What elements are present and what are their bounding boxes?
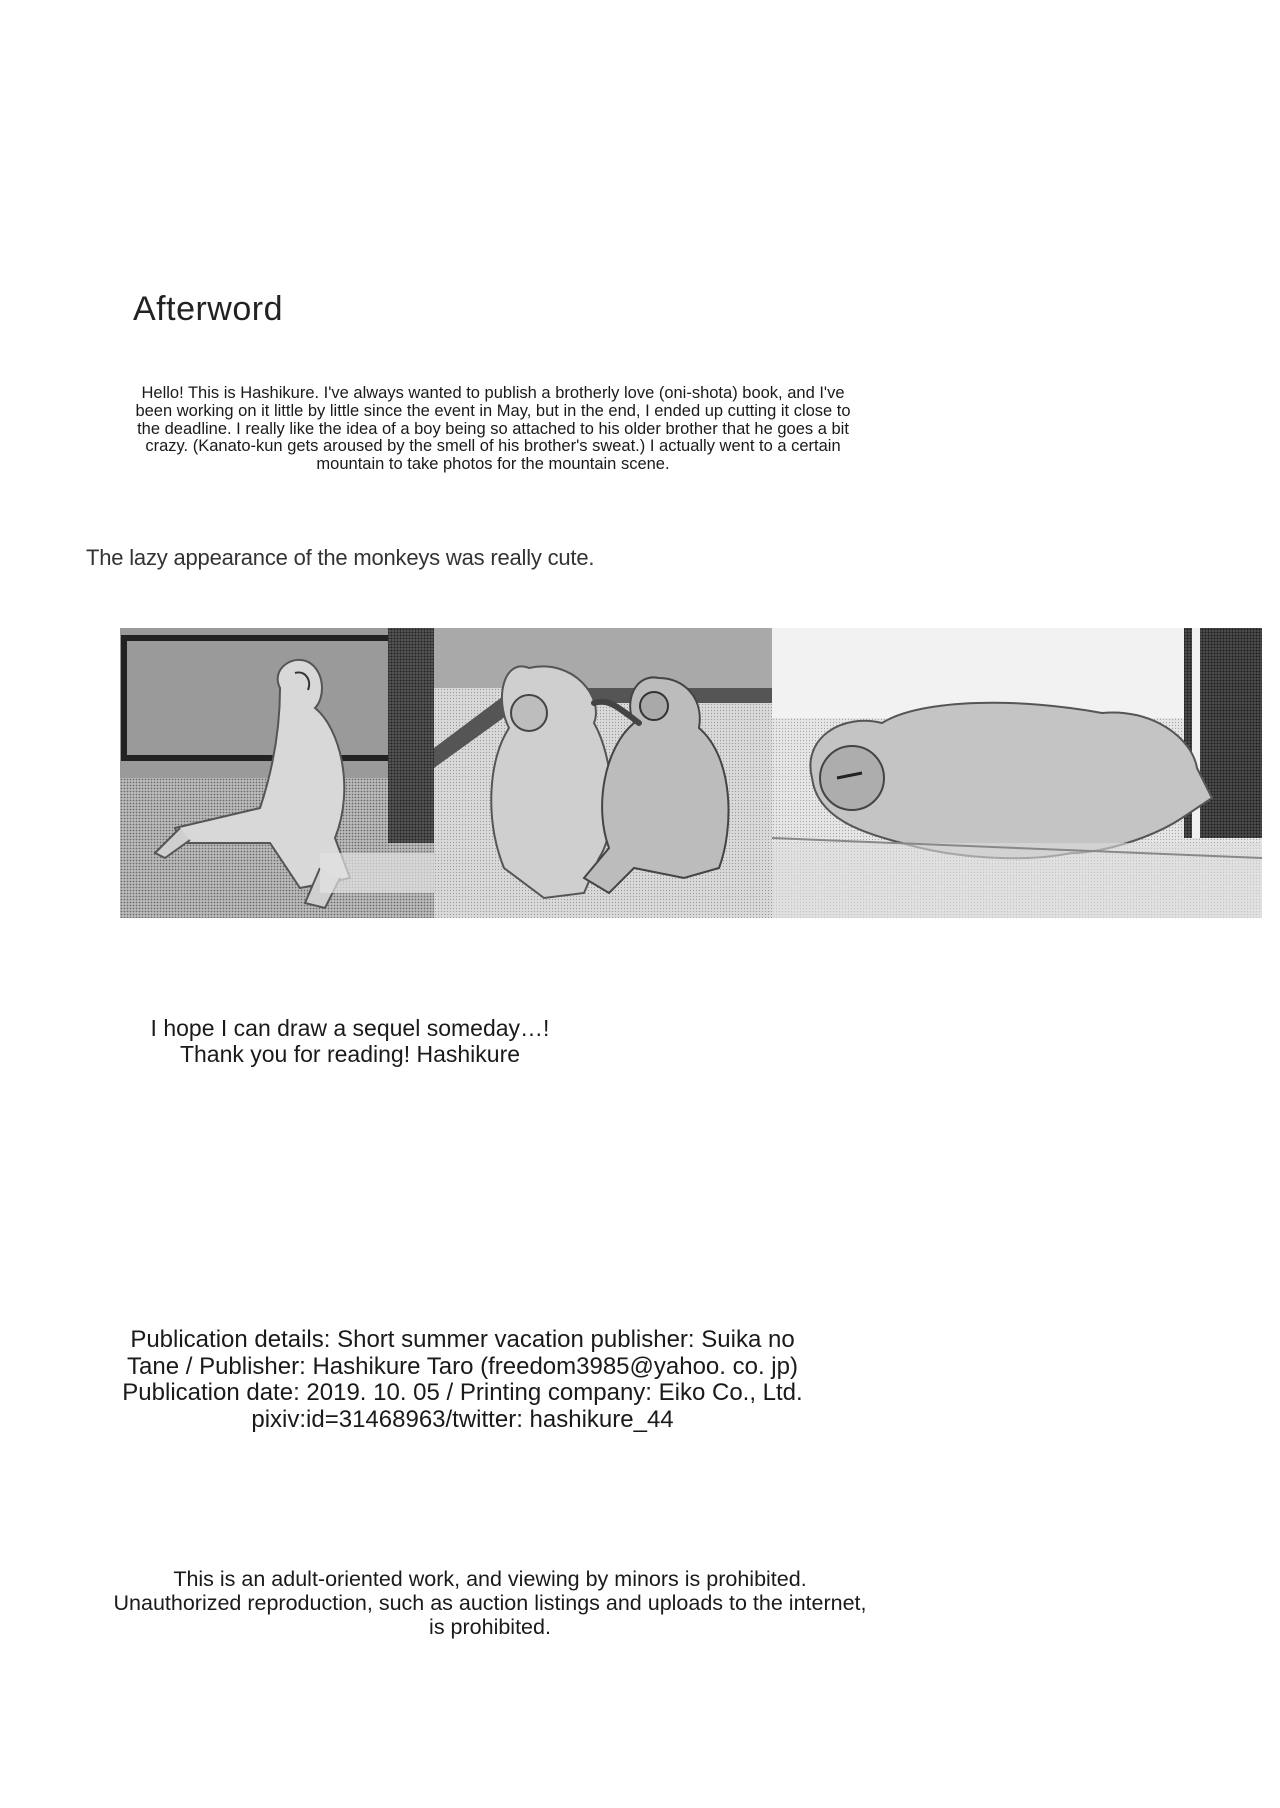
monkey-sleeping-photo <box>772 628 1262 918</box>
closing-line-sequel: I hope I can draw a sequel someday…! <box>150 1015 550 1041</box>
monkeys-grooming-photo <box>434 628 772 918</box>
photo-caption: The lazy appearance of the monkeys was really cute. <box>86 545 595 570</box>
publication-details: Publication details: Short summer vacation publisher: Suika no Tane / Publisher: Hashikure Taro (freedom3985@yahoo. co. jp) Publication date: 2019. 10. 05 / Printing company: Eiko Co., Ltd. pixiv:id=31468963/twitter: hashikure_44 <box>122 1326 803 1433</box>
closing-message <box>120 1015 580 1067</box>
adult-content-notice: This is an adult-oriented work, and viewing by minors is prohibited. Unauthorized reproduction, such as auction listings and uploads to the internet, is prohibited. <box>113 1567 867 1639</box>
closing-line-thanks: Thank you for reading! Hashikure <box>179 1041 521 1067</box>
monkey-sitting-photo <box>120 628 434 918</box>
intro-paragraph: Hello! This is Hashikure. I've always wanted to publish a brotherly love (oni-shota) book, and I've been working on it little by little since the event in May, but in the end, I ended up cutting it close to the deadline. I really like the idea of a boy being so attached to his older brother that he goes a bit crazy. (Kanato-kun gets aroused by the smell of his brother's sweat.) I actually went to a certain mountain to take photos for the mountain scene. <box>135 384 851 474</box>
page-title: Afterword <box>133 290 283 328</box>
monkey-photo-strip <box>120 628 1262 918</box>
